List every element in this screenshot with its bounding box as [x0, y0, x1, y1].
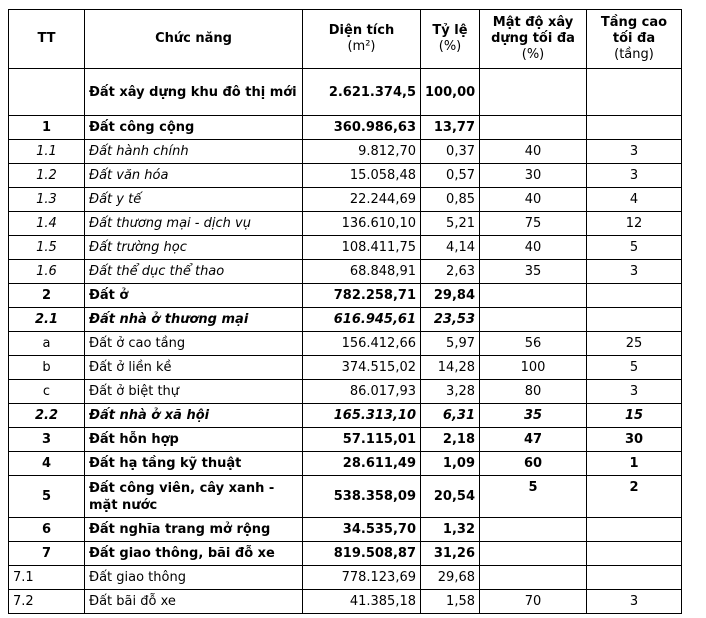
row-area: 15.058,48 [303, 164, 421, 188]
row-density: 75 [480, 212, 587, 236]
row-floors [587, 284, 682, 308]
row-density: 56 [480, 332, 587, 356]
row-density [480, 308, 587, 332]
row-area: 616.945,61 [303, 308, 421, 332]
row-tt: 1.2 [9, 164, 85, 188]
row-floors: 3 [587, 380, 682, 404]
row-tt: 1 [9, 116, 85, 140]
row-floors [587, 566, 682, 590]
table-row [9, 518, 682, 542]
table-row [9, 590, 682, 614]
header-area-unit: (m²) [347, 39, 376, 54]
row-ratio: 14,28 [421, 356, 480, 380]
row-ratio: 29,68 [421, 566, 480, 590]
row-tt: 1.3 [9, 188, 85, 212]
row-ratio: 31,26 [421, 542, 480, 566]
header-floors-label: Tầng cao tối đa [600, 15, 668, 46]
row-tt: 2 [9, 284, 85, 308]
header-row [9, 10, 682, 69]
row-function: Đất thể dục thể thao [85, 260, 303, 284]
row-tt: c [9, 380, 85, 404]
row-area: 165.313,10 [303, 404, 421, 428]
row-area: 22.244,69 [303, 188, 421, 212]
table-row [9, 116, 682, 140]
row-function: Đất công cộng [85, 116, 303, 140]
row-function: Đất hỗn hợp [85, 428, 303, 452]
row-density: 60 [480, 452, 587, 476]
row-ratio: 2,18 [421, 428, 480, 452]
row-floors: 4 [587, 188, 682, 212]
row-function: Đất trường học [85, 236, 303, 260]
table-row [9, 452, 682, 476]
row-floors: 25 [587, 332, 682, 356]
row-ratio: 4,14 [421, 236, 480, 260]
row-density [480, 116, 587, 140]
table-row [9, 476, 682, 518]
table-row [9, 308, 682, 332]
row-ratio: 5,97 [421, 332, 480, 356]
header-density-unit: (%) [521, 47, 545, 62]
row-floors: 12 [587, 212, 682, 236]
row-density [480, 566, 587, 590]
table-row [9, 164, 682, 188]
row-tt: 7.2 [9, 590, 85, 614]
row-area: 136.610,10 [303, 212, 421, 236]
row-tt: 3 [9, 428, 85, 452]
row-floors [587, 518, 682, 542]
row-floors: 5 [587, 356, 682, 380]
row-function: Đất nghĩa trang mở rộng [85, 518, 303, 542]
table-row [9, 140, 682, 164]
row-floors: 1 [587, 452, 682, 476]
table-row [9, 380, 682, 404]
row-density: 80 [480, 380, 587, 404]
table-row [9, 236, 682, 260]
header-density-label: Mật độ xây dựng tối đa [491, 15, 575, 46]
row-floors: 30 [587, 428, 682, 452]
row-area: 2.621.374,5 [303, 69, 421, 116]
row-tt: 1.4 [9, 212, 85, 236]
row-tt: 4 [9, 452, 85, 476]
row-floors: 3 [587, 164, 682, 188]
row-area: 34.535,70 [303, 518, 421, 542]
row-floors: 2 [587, 476, 682, 518]
row-floors: 15 [587, 404, 682, 428]
row-density: 40 [480, 140, 587, 164]
row-floors [587, 542, 682, 566]
table-row [9, 212, 682, 236]
row-floors: 5 [587, 236, 682, 260]
row-floors [587, 308, 682, 332]
header-ratio [421, 10, 480, 69]
row-floors [587, 69, 682, 116]
row-area: 86.017,93 [303, 380, 421, 404]
row-function: Đất ở cao tầng [85, 332, 303, 356]
row-function: Đất ở liền kề [85, 356, 303, 380]
row-tt: a [9, 332, 85, 356]
row-function: Đất ở [85, 284, 303, 308]
row-area: 68.848,91 [303, 260, 421, 284]
row-function: Đất ở biệt thự [85, 380, 303, 404]
row-function: Đất hành chính [85, 140, 303, 164]
row-function: Đất công viên, cây xanh - mặt nước [85, 476, 303, 518]
row-area: 778.123,69 [303, 566, 421, 590]
land-use-table [8, 9, 682, 614]
row-density: 70 [480, 590, 587, 614]
row-density: 40 [480, 236, 587, 260]
row-tt: 6 [9, 518, 85, 542]
row-ratio: 2,63 [421, 260, 480, 284]
row-ratio: 1,58 [421, 590, 480, 614]
row-function: Đất giao thông, bãi đỗ xe [85, 542, 303, 566]
row-ratio: 23,53 [421, 308, 480, 332]
header-area-label: Diện tích [328, 23, 395, 38]
row-function: Đất nhà ở thương mại [85, 308, 303, 332]
row-ratio: 0,37 [421, 140, 480, 164]
row-ratio: 29,84 [421, 284, 480, 308]
row-function: Đất nhà ở xã hội [85, 404, 303, 428]
row-density: 5 [480, 476, 587, 518]
row-area: 9.812,70 [303, 140, 421, 164]
row-area: 57.115,01 [303, 428, 421, 452]
row-floors: 3 [587, 590, 682, 614]
row-floors: 3 [587, 260, 682, 284]
row-tt: 1.6 [9, 260, 85, 284]
row-area: 374.515,02 [303, 356, 421, 380]
header-floors [587, 10, 682, 69]
row-tt: 2.2 [9, 404, 85, 428]
row-function: Đất hạ tầng kỹ thuật [85, 452, 303, 476]
row-density: 35 [480, 404, 587, 428]
table-row [9, 188, 682, 212]
row-ratio: 100,00 [421, 69, 480, 116]
row-ratio: 1,32 [421, 518, 480, 542]
row-density: 30 [480, 164, 587, 188]
row-ratio: 20,54 [421, 476, 480, 518]
header-floors-unit: (tầng) [614, 47, 654, 62]
row-area: 819.508,87 [303, 542, 421, 566]
row-density [480, 69, 587, 116]
row-tt: 5 [9, 476, 85, 518]
row-tt: 7.1 [9, 566, 85, 590]
table-row [9, 428, 682, 452]
table-row [9, 332, 682, 356]
row-area: 782.258,71 [303, 284, 421, 308]
row-tt [9, 69, 85, 116]
row-tt: b [9, 356, 85, 380]
table-row [9, 284, 682, 308]
row-density [480, 284, 587, 308]
row-floors: 3 [587, 140, 682, 164]
table-row [9, 69, 682, 116]
row-area: 28.611,49 [303, 452, 421, 476]
row-ratio: 0,57 [421, 164, 480, 188]
row-function: Đất văn hóa [85, 164, 303, 188]
row-tt: 1.1 [9, 140, 85, 164]
row-function: Đất thương mại - dịch vụ [85, 212, 303, 236]
row-area: 108.411,75 [303, 236, 421, 260]
row-function: Đất bãi đỗ xe [85, 590, 303, 614]
row-function: Đất y tế [85, 188, 303, 212]
row-area: 538.358,09 [303, 476, 421, 518]
row-tt: 7 [9, 542, 85, 566]
row-ratio: 13,77 [421, 116, 480, 140]
header-density [480, 10, 587, 69]
row-function: Đất giao thông [85, 566, 303, 590]
row-density: 47 [480, 428, 587, 452]
header-tt: TT [9, 10, 85, 69]
row-density: 35 [480, 260, 587, 284]
row-area: 41.385,18 [303, 590, 421, 614]
row-ratio: 6,31 [421, 404, 480, 428]
header-ratio-unit: (%) [438, 39, 462, 54]
row-ratio: 0,85 [421, 188, 480, 212]
row-density [480, 542, 587, 566]
table-row [9, 566, 682, 590]
row-ratio: 3,28 [421, 380, 480, 404]
header-area [303, 10, 421, 69]
row-floors [587, 116, 682, 140]
row-tt: 2.1 [9, 308, 85, 332]
row-area: 360.986,63 [303, 116, 421, 140]
header-ratio-label: Tỷ lệ [432, 23, 468, 38]
header-function: Chức năng [85, 10, 303, 69]
table-row [9, 404, 682, 428]
row-density [480, 518, 587, 542]
row-ratio: 5,21 [421, 212, 480, 236]
row-tt: 1.5 [9, 236, 85, 260]
table-row [9, 542, 682, 566]
row-ratio: 1,09 [421, 452, 480, 476]
row-density: 40 [480, 188, 587, 212]
row-function: Đất xây dựng khu đô thị mới [85, 69, 303, 116]
row-density: 100 [480, 356, 587, 380]
row-area: 156.412,66 [303, 332, 421, 356]
table-row [9, 356, 682, 380]
table-row [9, 260, 682, 284]
